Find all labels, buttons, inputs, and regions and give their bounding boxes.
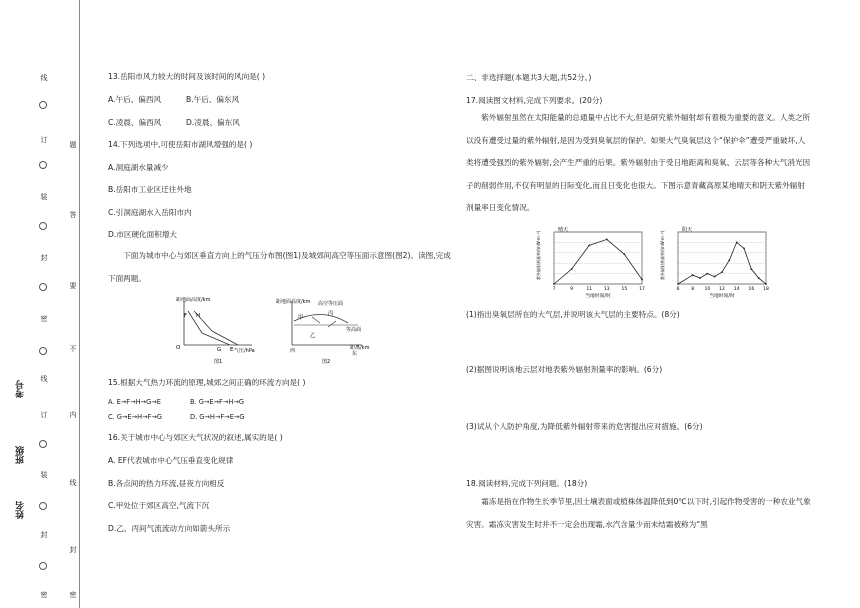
chart-xlabel: 当地时间/时: [585, 294, 611, 299]
fig2-label-iso: 高空等压面: [318, 301, 344, 307]
field-class: 班级: [16, 446, 26, 464]
seal-char-outer: 密: [40, 315, 48, 323]
x-tick-label: 16: [748, 287, 755, 292]
data-point: [743, 247, 745, 249]
binding-line: [79, 0, 80, 608]
q18-material: 霜冻是指在作物生长季节里,因土壤表面或植株体温降低到0℃以下时,引起作物受害的一种农业气象灾害。霜冻灾害发生时并不一定会出现霜,水汽含量少而未结霜被称为“黑: [466, 497, 811, 529]
q13-option-c: C.凌晨、偏西风: [108, 118, 162, 127]
fig2-label-jia: 甲: [298, 315, 304, 321]
data-point: [606, 239, 608, 241]
data-point: [641, 279, 643, 281]
x-tick-label: 8: [691, 287, 695, 292]
x-tick-label: 7: [552, 287, 556, 292]
seal-char-outer: 线: [40, 74, 48, 82]
q15-option-a: A. E→F→H→G→E: [108, 398, 161, 406]
q16-option-c: C.甲处位于郊区高空,气流下沉: [108, 501, 210, 510]
data-point: [721, 271, 723, 273]
x-tick-label: 13: [603, 287, 610, 292]
data-point: [624, 253, 626, 255]
figure-intro: 下面为城市中心与郊区垂直方向上的气压分布图(图1)及城郊间高空等压面示意图(图2)。读图,完成下面两题。: [108, 251, 451, 283]
seal-char-outer: 订: [40, 136, 48, 144]
binding-hole: [39, 562, 47, 570]
figure-1: [176, 297, 255, 365]
binding-hole: [39, 101, 47, 109]
fig2-ylabel: 距地面高度/km: [276, 299, 311, 305]
q16-stem: 16.关于城市中心与郊区大气状况的叙述,属实的是( ): [108, 433, 283, 442]
binding-hole: [39, 347, 47, 355]
pressure-figures: [172, 297, 388, 367]
q15-stem: 15.根据大气热力环流的原理,城郊之间正确的环流方向是( ): [108, 378, 306, 387]
data-point: [750, 268, 752, 270]
x-tick-label: 18: [763, 287, 769, 292]
binding-hole: [39, 283, 47, 291]
data-point: [758, 277, 760, 279]
data-point: [553, 283, 555, 285]
q14-stem: 14.下列选项中,可使岳阳市湖风增强的是( ): [108, 140, 253, 149]
field-name: 姓名: [16, 501, 26, 519]
q17-part2: (2)据图说明该地云层对地表紫外辐射剂量率的影响。(6分): [466, 365, 663, 374]
data-point: [588, 244, 590, 246]
data-point: [714, 276, 716, 278]
q13-stem: 13.岳阳市风力较大的时间及该时间的风向是( ): [108, 72, 266, 81]
fig1-label-o: O: [176, 345, 181, 351]
q17-part1: (1)指出臭氧层所在的大气层,并说明该大气层的主要特点。(8分): [466, 310, 680, 319]
chart-title: 晴天: [558, 227, 569, 233]
fig1-ylabel: 距地面高度/km: [176, 297, 211, 303]
q15-option-b: B. G→E→F→H→G: [190, 398, 244, 406]
fig1-label-e: E: [230, 347, 234, 353]
q18-heading: 18.阅读材料,完成下列问题。(18分): [466, 479, 588, 488]
q16-option-b: B.各点间的热力环流,昼夜方向相反: [108, 479, 225, 488]
uv-chart-sunny: [535, 226, 645, 299]
data-point: [728, 259, 730, 261]
x-tick-label: 6: [676, 287, 680, 292]
binding-hole: [39, 222, 47, 230]
data-point: [699, 277, 701, 279]
seal-char-inner: 题: [69, 141, 77, 149]
seal-char-inner: 答: [69, 211, 77, 219]
fig2-caption: 图2: [322, 359, 331, 365]
q15-option-c: C. G→E→H→F→G: [108, 413, 163, 421]
x-tick-label: 15: [621, 287, 628, 292]
q14-option-a: A.洞庭湖水量减少: [108, 163, 169, 172]
seal-char-outer: 订: [40, 411, 48, 419]
q15-option-d: D. G→H→F→E→G: [190, 413, 245, 421]
seal-char-inner: 密: [69, 591, 77, 599]
q17-part3: (3)试从个人防护角度,为降低紫外辐射带来的危害提出应对措施。(6分): [466, 422, 703, 431]
q16-option-a: A. EF代表城市中心气压垂直变化规律: [108, 456, 234, 465]
q14-option-b: B.岳阳市工业区迁往外地: [108, 185, 192, 194]
binding-margin: [0, 0, 80, 608]
seal-char-inner: 内: [69, 411, 77, 419]
binding-hole: [39, 161, 47, 169]
x-tick-label: 14: [733, 287, 740, 292]
seal-char-outer: 密: [40, 591, 48, 599]
q13-option-a: A.午后、偏西风: [108, 95, 162, 104]
chart-ylabel: 紫外辐射剂量率/(mW·m⁻²): [660, 230, 665, 280]
x-tick-label: 17: [639, 287, 645, 292]
q14-option-d: D.市区硬化面积增大: [108, 230, 178, 239]
x-tick-label: 12: [719, 287, 725, 292]
q17-material: 紫外辐射虽然在太阳能量的总通量中占比不大,但是研究紫外辐射却有着极为重要的意义。人类之所以没有遭受过量的紫外辐射,是因为受到臭氧层的保护。如果大气臭氧层这个“保护伞”遭受严重破坏,人类将遭受强烈的紫外辐射,会产生严重的后果。紫外辐射由于受日地距离和臭氧、云层等各种大气消光因子的削弱作用,不仅有明显的日际变化,而且日变化也很大。下图示意青藏高原某地晴天和阴天紫外辐射剂量率日变化情况。: [466, 113, 811, 212]
binding-hole: [39, 440, 47, 448]
seal-char-outer: 封: [40, 531, 48, 539]
fig1-caption: 图1: [214, 359, 223, 365]
x-tick-label: 11: [586, 287, 593, 292]
section-title: 二、非选择题(本题共3大题,共52分。): [466, 73, 592, 82]
seal-char-outer: 装: [40, 471, 48, 479]
chart-xlabel: 当地时间/时: [709, 294, 735, 299]
chart-title: 阴天: [682, 227, 693, 233]
q13-option-d: D.凌晨、偏东风: [186, 118, 240, 127]
seal-char-inner: 要: [69, 282, 77, 290]
seal-char-inner: 不: [69, 345, 77, 353]
seal-char-outer: 封: [40, 254, 48, 262]
seal-char-inner: 线: [69, 479, 77, 487]
q16-option-d: D.乙、丙间气流流动方向如箭头所示: [108, 524, 231, 533]
fig2-label-bing: 丙: [328, 311, 334, 317]
q17-heading: 17.阅读图文材料,完成下列要求。(20分): [466, 96, 603, 105]
data-point: [765, 283, 767, 285]
uv-charts: [528, 226, 778, 302]
chart-ylabel: 紫外辐射剂量率/(mW·m⁻²): [536, 230, 541, 280]
fig1-label-g: G: [217, 347, 222, 353]
data-point: [692, 274, 694, 276]
field-exam-number: 考号: [16, 380, 26, 398]
x-tick-label: 9: [570, 287, 574, 292]
fig1-xlabel: 气压/hPa: [234, 348, 255, 354]
seal-char-inner: 封: [69, 546, 77, 554]
fig1-label-f: F: [184, 313, 188, 319]
data-point: [736, 242, 738, 244]
q14-option-c: C.引洞庭湖水入岳阳市内: [108, 208, 192, 217]
x-tick-label: 10: [704, 287, 711, 292]
data-point: [706, 273, 708, 275]
uv-chart-cloudy: [659, 226, 769, 299]
seal-char-outer: 线: [40, 375, 48, 383]
binding-hole: [39, 502, 47, 510]
series-line: [554, 239, 642, 284]
plot-frame: [554, 232, 642, 284]
data-point: [571, 268, 573, 270]
fig2-xlabel: 距离/km: [350, 345, 370, 351]
fig2-label-deng: 等高面: [346, 327, 362, 333]
fig2-label-west: 西: [290, 348, 296, 354]
fig2-label-yi: 乙: [310, 333, 316, 339]
q13-option-b: B.午后、偏东风: [186, 95, 240, 104]
data-point: [677, 283, 679, 285]
figure-2: [276, 298, 370, 365]
fig2-label-east: 东: [352, 351, 358, 357]
seal-char-outer: 装: [40, 193, 48, 201]
fig1-label-h: H: [196, 313, 201, 319]
